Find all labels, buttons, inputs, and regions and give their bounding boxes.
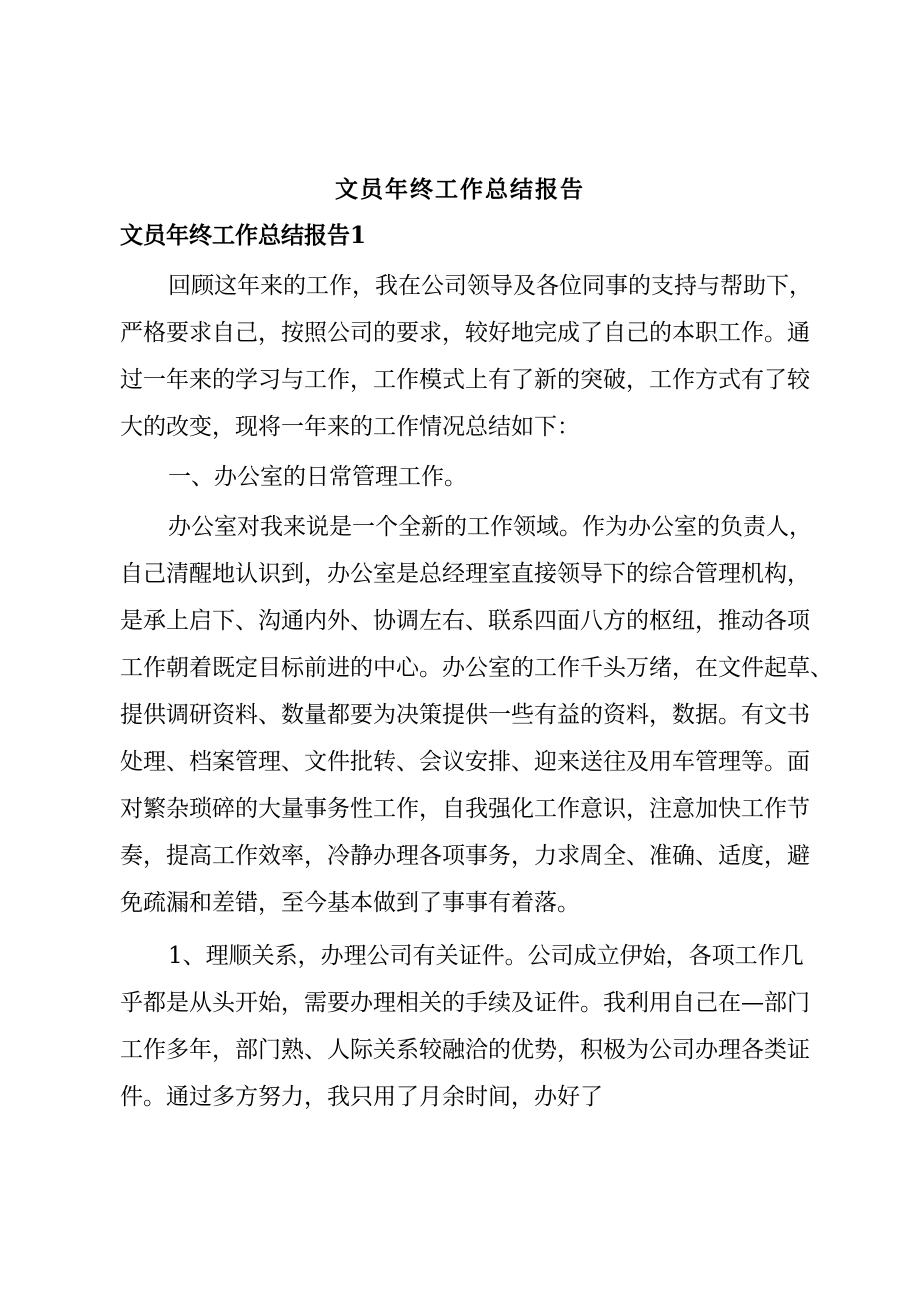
paragraph-line: 乎都是从头开始，需要办理相关的手续及证件。我利用自己在—部门 <box>120 990 810 1016</box>
paragraph-line: 提供调研资料、数量都要为决策提供一些有益的资料，数据。有文书 <box>120 702 810 728</box>
paragraph-line: 工作多年，部门熟、人际关系较融洽的优势，积极为公司办理各类证 <box>120 1037 810 1063</box>
document-title: 文员年终工作总结报告 <box>335 176 585 203</box>
paragraph-line: 一、办公室的日常管理工作。 <box>168 464 467 490</box>
paragraph-line: 自己清醒地认识到，办公室是总经理室直接领导下的综合管理机构， <box>120 561 810 587</box>
paragraph-line: 件。通过多方努力，我只用了月余时间，办好了 <box>120 1084 603 1110</box>
paragraph-line: 工作朝着既定目标前进的中心。办公室的工作千头万绪，在文件起草、 <box>120 655 833 681</box>
paragraph-line: 大的改变，现将一年来的工作情况总结如下： <box>120 414 580 440</box>
paragraph-line: 回顾这年来的工作，我在公司领导及各位同事的支持与帮助下， <box>168 273 812 299</box>
paragraph-line: 严格要求自己，按照公司的要求，较好地完成了自己的本职工作。通 <box>120 320 810 346</box>
paragraph-line: 免疏漏和差错，至今基本做到了事事有着落。 <box>120 890 580 916</box>
paragraph-line: 是承上启下、沟通内外、协调左右、联系四面八方的枢纽，推动各项 <box>120 608 810 634</box>
paragraph-line: 对繁杂琐碎的大量事务性工作，自我强化工作意识，注意加快工作节 <box>120 796 810 822</box>
paragraph-line: 1、理顺关系，办理公司有关证件。公司成立伊始，各项工作几 <box>168 943 804 969</box>
paragraph-line: 过一年来的学习与工作，工作模式上有了新的突破，工作方式有了较 <box>120 367 810 393</box>
paragraph-line: 奏，提高工作效率，冷静办理各项事务，力求周全、准确、适度，避 <box>120 843 810 869</box>
section-title: 文员年终工作总结报告1 <box>120 222 367 249</box>
paragraph-line: 处理、档案管理、文件批转、会议安排、迎来送往及用车管理等。面 <box>120 749 810 775</box>
paragraph-line: 办公室对我来说是一个全新的工作领域。作为办公室的负责人， <box>168 514 812 540</box>
